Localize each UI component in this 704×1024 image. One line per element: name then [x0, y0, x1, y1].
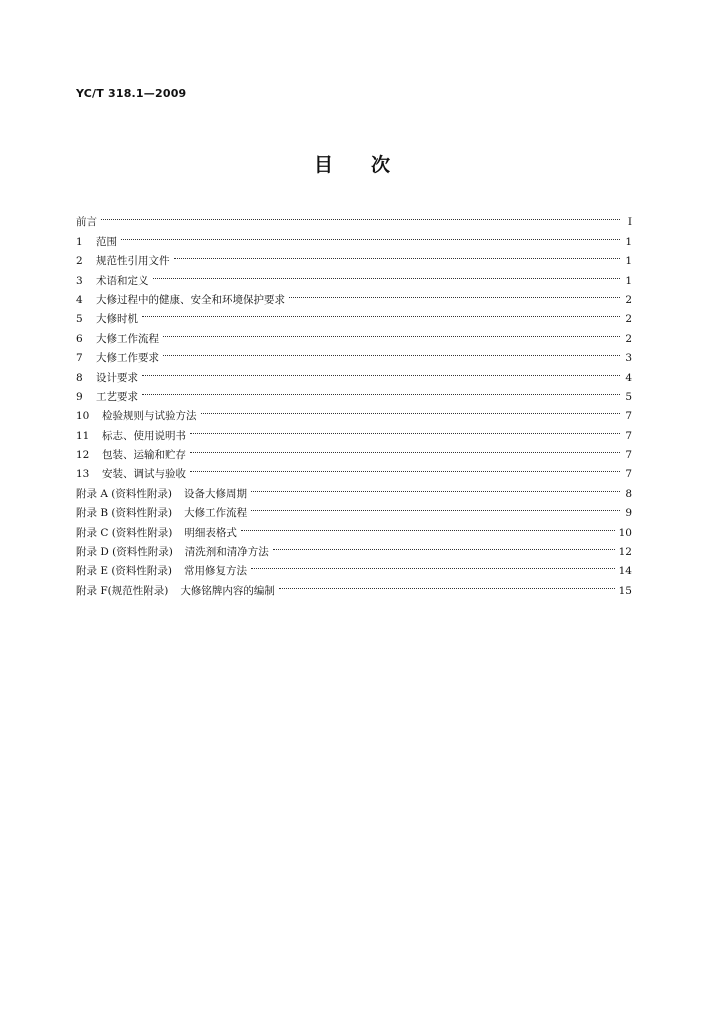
toc-entry[interactable]: [76, 303, 632, 326]
toc-entry-label: 包装、运输和贮存: [102, 449, 186, 462]
toc-entry-page: 12: [618, 546, 632, 559]
toc-entry[interactable]: [76, 381, 632, 403]
table-of-contents: [76, 206, 632, 597]
toc-entry-page: I: [627, 216, 632, 229]
toc-entry[interactable]: [76, 225, 632, 248]
toc-leader-dots: [142, 381, 620, 400]
toc-leader-dots: [153, 264, 621, 283]
toc-entry-number: 附录 E (资料性附录): [76, 565, 173, 578]
toc-entry-number: 8: [76, 371, 83, 384]
toc-leader-dots: [163, 322, 620, 341]
toc-entry-label: 大修工作流程: [96, 332, 159, 345]
toc-entry-number: 2: [76, 255, 83, 268]
toc-entry-label: 设备大修周期: [183, 487, 247, 500]
toc-leader-dots: [251, 555, 615, 574]
toc-entry-label: 术语和定义: [96, 274, 149, 287]
toc-leader-dots: [190, 458, 620, 477]
toc-leader-dots: [241, 516, 615, 535]
toc-entry[interactable]: [76, 284, 632, 306]
toc-entry-label: 检验规则与试验方法: [102, 410, 197, 423]
toc-entry[interactable]: [76, 361, 632, 384]
toc-leader-dots: [101, 206, 620, 225]
toc-leader-dots: [273, 536, 615, 555]
toc-entry-page: 2: [625, 313, 632, 326]
toc-entry-number: 13: [76, 468, 90, 481]
toc-leader-dots: [201, 400, 621, 419]
toc-entry-page: 5: [625, 390, 632, 403]
toc-entry-number: 附录 D (资料性附录): [76, 546, 173, 559]
toc-entry-page: 1: [625, 235, 632, 248]
toc-entry-label: 设计要求: [96, 371, 138, 384]
toc-leader-dots: [279, 574, 615, 593]
toc-entry-label: 大修过程中的健康、安全和环境保护要求: [96, 293, 285, 306]
toc-leader-dots: [289, 284, 620, 303]
toc-entry-page: 4: [625, 371, 632, 384]
toc-entry-number: 12: [76, 449, 90, 462]
toc-entry-page: 7: [625, 468, 632, 481]
toc-entry-label: 范围: [96, 235, 117, 248]
title-char-1: 目: [313, 154, 333, 176]
toc-entry[interactable]: [76, 264, 632, 287]
toc-leader-dots: [251, 477, 620, 496]
toc-entry-label: 大修工作流程: [184, 507, 248, 520]
toc-entry-number: 附录 F(规范性附录): [76, 584, 169, 597]
toc-entry-page: 1: [625, 274, 632, 287]
toc-entry-label: 大修工作要求: [96, 352, 159, 365]
toc-entry-page: 8: [625, 487, 632, 500]
toc-entry[interactable]: [76, 322, 632, 345]
toc-entry-label: 前言: [76, 216, 97, 229]
document-code: YC/T 318.1—2009: [76, 87, 187, 100]
toc-entry-number: 5: [76, 313, 83, 326]
toc-entry-number: 附录 A (资料性附录): [76, 487, 172, 500]
toc-entry[interactable]: [76, 400, 632, 423]
toc-entry-page: 7: [625, 429, 632, 442]
toc-leader-dots: [142, 361, 620, 380]
toc-entry-label: 大修铭牌内容的编制: [180, 584, 275, 597]
toc-entry-number: 6: [76, 332, 83, 345]
toc-entry-label: 大修时机: [96, 313, 138, 326]
toc-entry-page: 2: [625, 293, 632, 306]
toc-entry-number: 1: [76, 235, 83, 248]
toc-entry-number: 附录 C (资料性附录): [76, 526, 173, 539]
toc-entry-page: 7: [625, 449, 632, 462]
toc-entry-number: 附录 B (资料性附录): [76, 507, 173, 520]
toc-entry-page: 7: [625, 410, 632, 423]
toc-entry-number: 11: [76, 429, 90, 442]
toc-entry-label: 标志、使用说明书: [102, 429, 186, 442]
toc-leader-dots: [190, 419, 620, 438]
title-char-2: 次: [371, 154, 391, 176]
toc-entry-page: 14: [618, 565, 632, 578]
toc-entry-number: 9: [76, 390, 83, 403]
toc-entry-label: 规范性引用文件: [96, 255, 170, 268]
toc-leader-dots: [121, 225, 620, 244]
toc-entry-page: 3: [625, 352, 632, 365]
toc-entry-number: 4: [76, 293, 83, 306]
page-title: [0, 150, 704, 177]
toc-leader-dots: [251, 497, 620, 516]
toc-entry-label: 明细表格式: [184, 526, 237, 539]
toc-entry-number: 7: [76, 352, 83, 365]
toc-entry-label: 清洗剂和清净方法: [184, 546, 269, 559]
toc-entry-page: 1: [625, 255, 632, 268]
toc-entry[interactable]: [76, 342, 632, 365]
toc-entry-label: 工艺要求: [96, 390, 138, 403]
toc-leader-dots: [174, 245, 621, 264]
toc-entry-number: 10: [76, 410, 90, 423]
toc-leader-dots: [142, 303, 620, 322]
toc-leader-dots: [163, 342, 620, 361]
toc-entry[interactable]: [76, 245, 632, 268]
toc-entry[interactable]: [76, 206, 632, 229]
toc-entry-page: 9: [625, 507, 632, 520]
toc-entry-page: 15: [618, 584, 632, 597]
toc-entry-label: 安装、调试与验收: [102, 468, 186, 481]
toc-entry-label: 常用修复方法: [184, 565, 248, 578]
toc-entry-page: 10: [618, 526, 632, 539]
toc-leader-dots: [190, 439, 620, 458]
toc-entry-number: 3: [76, 274, 83, 287]
toc-entry-page: 2: [625, 332, 632, 345]
